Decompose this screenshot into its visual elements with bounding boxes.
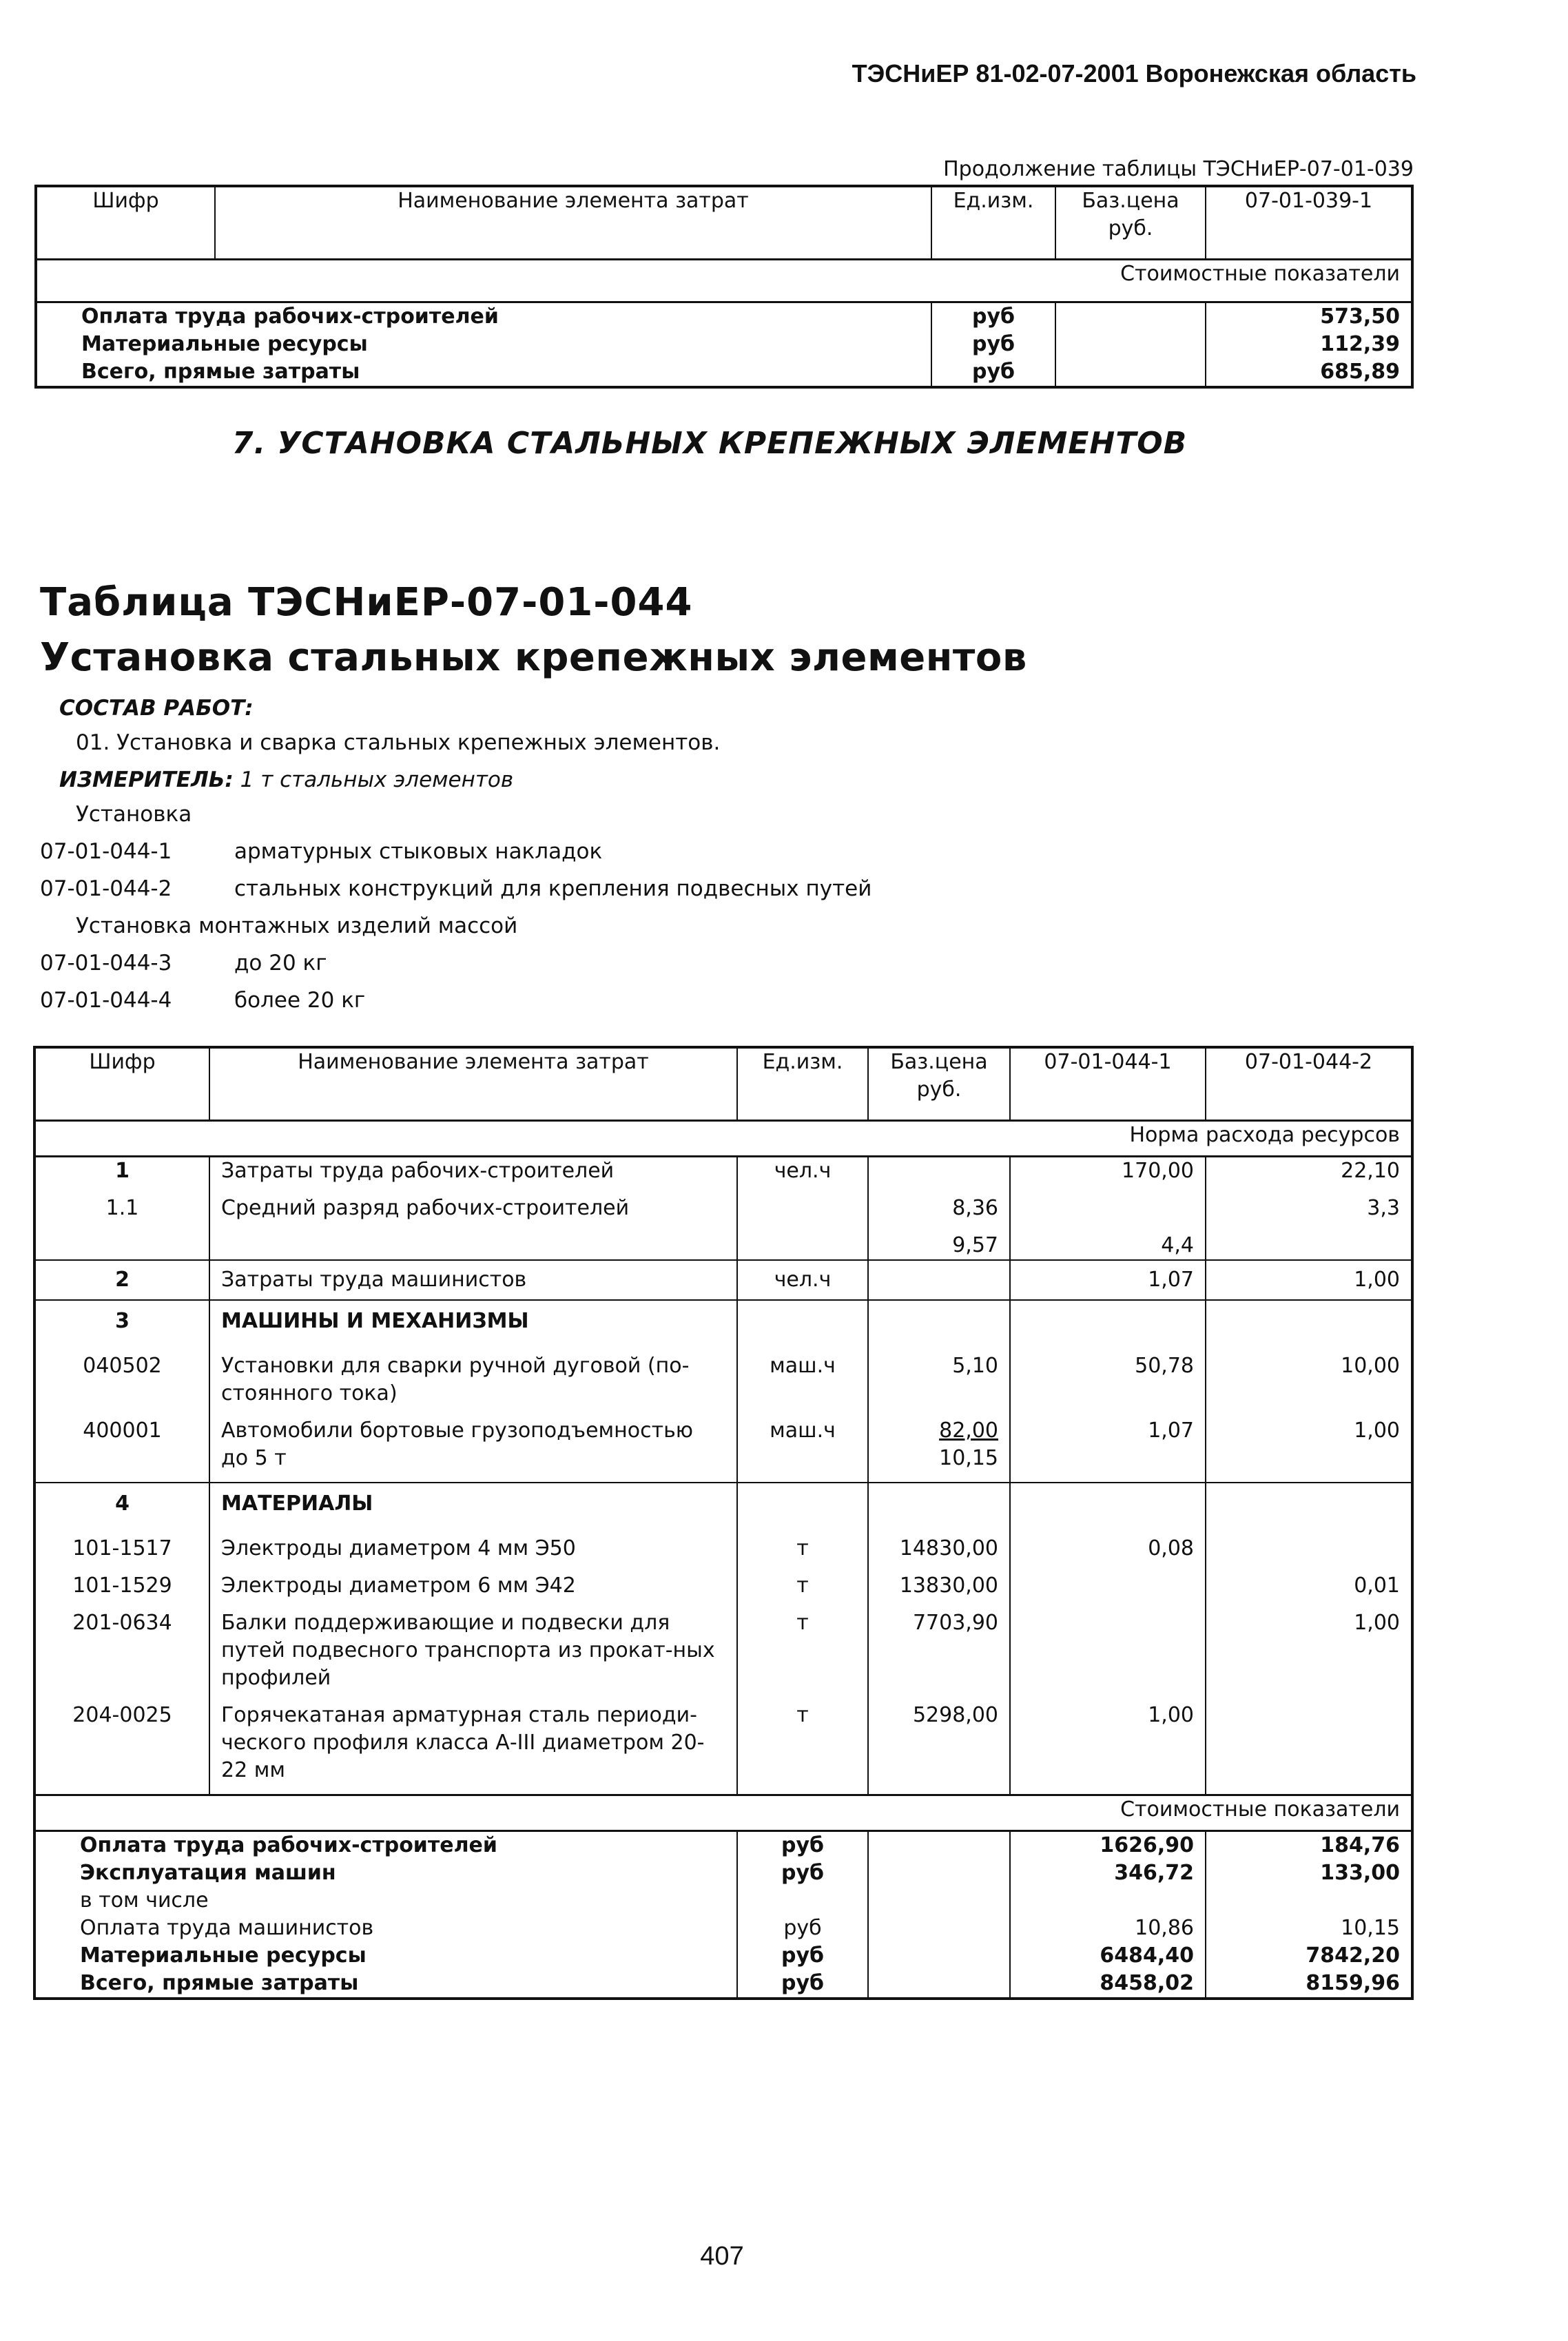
row-code: 040502 [83,1353,162,1378]
row-value-2 [1206,1702,1412,1784]
col-header-07-01-039-1: 07-01-039-1 [1206,186,1412,259]
col-header-base-price: Баз.цена руб. [1055,186,1206,259]
row-value-2: 22,10 [1206,1156,1412,1185]
cost-unit: руб [737,1830,868,1859]
work-composition-label: СОСТАВ РАБОТ: [59,696,254,721]
code-id: 07-01-044-2 [40,876,172,901]
cost-row [34,1859,1412,1887]
row-name: Затраты труда рабочих-строителей [209,1156,737,1185]
row-value-2: 0,01 [1206,1572,1412,1600]
row-value-2 [1206,1232,1412,1260]
col-header-code: Шифр [34,1047,209,1120]
cost-row [34,1887,1412,1915]
row-name: Балки поддерживающие и подвески для путей подвесного транспорта из прокат-ных профилей [209,1609,737,1692]
row-value-2: 3,3 [1206,1195,1412,1222]
row-unit: чел.ч [737,1156,868,1185]
page-number: 407 [700,2242,744,2271]
row-price [868,1156,1010,1185]
meter-label: ИЗМЕРИТЕЛЬ: [59,767,234,792]
row-unit: т [737,1572,868,1600]
table-row [34,1195,1412,1222]
code-description: более 20 кг [234,988,366,1013]
row-unit: руб [931,331,1055,358]
cost-row [34,1942,1412,1970]
row-unit [737,1195,868,1222]
row-unit: маш.ч [737,1352,868,1407]
row-name: Автомобили бортовые грузоподъемностью до 5 т [209,1417,737,1472]
row-price: 8,36 [868,1195,1010,1222]
table-row [36,331,1412,358]
row-value-2: 1,00 [1206,1260,1412,1300]
row-unit: т [737,1702,868,1784]
row-code: 201-0634 [72,1610,172,1635]
table-title: Таблица ТЭСНиЕР-07-01-044 [40,580,693,625]
row-name: Материальные ресурсы [81,331,368,356]
cost-name: Всего, прямые затраты [80,1970,359,1995]
table-row [34,1232,1412,1260]
section-heading: 7. УСТАНОВКА СТАЛЬНЫХ КРЕПЕЖНЫХ ЭЛЕМЕНТОВ [231,426,1188,461]
row-value: 685,89 [1206,358,1412,387]
row-value-1: 50,78 [1010,1352,1206,1407]
col-header-code: Шифр [36,186,215,259]
col-header-name: Наименование элемента затрат [215,186,931,259]
col-header-unit: Ед.изм. [931,186,1055,259]
row-unit: руб [931,302,1055,331]
row-value: 573,50 [1206,302,1412,331]
row-value-1 [1010,1195,1206,1222]
cost-name: в том числе [80,1888,209,1912]
norms-table [33,1046,1414,2000]
row-price: 7703,90 [868,1609,1010,1692]
cost-value-1: 6484,40 [1010,1942,1206,1970]
code-description: арматурных стыковых накладок [234,839,603,864]
row-unit: руб [931,358,1055,387]
section-row [34,1300,1412,1343]
section-title: МАТЕРИАЛЫ [209,1483,737,1525]
row-price: 5298,00 [868,1702,1010,1784]
table-row [34,1156,1412,1185]
row-name: Затраты труда машинистов [209,1260,737,1300]
row-value-2: 1,00 [1206,1609,1412,1692]
row-value-1 [1010,1572,1206,1600]
col-header-unit: Ед.изм. [737,1047,868,1120]
cost-value-1: 8458,02 [1010,1970,1206,1999]
section-title: МАШИНЫ И МЕХАНИЗМЫ [209,1300,737,1343]
row-name: Электроды диаметром 6 мм Э42 [209,1572,737,1600]
price-secondary: 10,15 [939,1445,998,1470]
row-price [868,1417,1010,1472]
table-row [34,1352,1412,1407]
code-id: 07-01-044-4 [40,988,172,1013]
row-code: 400001 [83,1418,162,1443]
work-composition-item: 01. Установка и сварка стальных крепежных элементов. [76,730,721,755]
row-price: 13830,00 [868,1572,1010,1600]
cost-name: Оплата труда машинистов [80,1915,374,1940]
table-row [36,302,1412,331]
cost-unit: руб [737,1942,868,1970]
cost-value-2: 133,00 [1206,1859,1412,1887]
table-row [34,1702,1412,1784]
cost-row [34,1915,1412,1942]
col-header-name: Наименование элемента затрат [209,1047,737,1120]
table-row [34,1609,1412,1692]
col-header-07-01-044-2: 07-01-044-2 [1206,1047,1412,1120]
table-row [36,358,1412,387]
cost-name: Оплата труда рабочих-строителей [80,1833,497,1857]
cost-row [34,1830,1412,1859]
cost-unit [737,1887,868,1915]
codes-intro: Установка [76,802,192,827]
continuation-table [34,185,1414,389]
cost-value-2: 7842,20 [1206,1942,1412,1970]
row-name: Установки для сварки ручной дуговой (по-стоянного тока) [209,1352,737,1407]
row-code: 2 [34,1260,209,1300]
row-code: 204-0025 [72,1702,172,1727]
row-code: 1.1 [105,1195,139,1220]
cost-unit: руб [737,1915,868,1942]
code-id: 07-01-044-3 [40,951,172,976]
cost-unit: руб [737,1970,868,1999]
row-name: Электроды диаметром 4 мм Э50 [209,1535,737,1563]
table-row [34,1417,1412,1472]
cost-name: Эксплуатация машин [80,1860,336,1885]
col-header-07-01-044-1: 07-01-044-1 [1010,1047,1206,1120]
row-price: 9,57 [868,1232,1010,1260]
row-value-2: 10,00 [1206,1352,1412,1407]
cost-unit: руб [737,1859,868,1887]
row-value-1: 170,00 [1010,1156,1206,1185]
row-value-1: 1,07 [1010,1417,1206,1472]
table-row [34,1572,1412,1600]
meter-value: 1 т стальных элементов [240,767,514,792]
row-name: Оплата труда рабочих-строителей [81,304,499,329]
row-price [868,1260,1010,1300]
section-row [34,1483,1412,1525]
row-name: Средний разряд рабочих-строителей [209,1195,737,1222]
row-code: 101-1517 [72,1536,172,1560]
code-description: до 20 кг [234,951,327,976]
cost-value-1: 10,86 [1010,1915,1206,1942]
codes-group-label: Установка монтажных изделий массой [76,914,518,938]
row-value-1: 4,4 [1010,1232,1206,1260]
row-value-2 [1206,1535,1412,1563]
price-underlined: 82,00 [939,1418,998,1443]
row-unit: т [737,1535,868,1563]
row-name: Всего, прямые затраты [81,359,360,384]
row-name: Горячекатаная арматурная сталь периоди-ческого профиля класса А-III диаметром 20-22 мм [209,1702,737,1784]
row-code: 101-1529 [72,1573,172,1598]
cost-value-2: 8159,96 [1206,1970,1412,1999]
cost-value-1: 1626,90 [1010,1830,1206,1859]
norm-band-label: Норма расхода ресурсов [34,1120,1412,1156]
code-description: стальных конструкций для крепления подвесных путей [234,876,872,901]
row-value: 112,39 [1206,331,1412,358]
col-header-base-price: Баз.цена руб. [868,1047,1010,1120]
table-row [34,1260,1412,1300]
row-value-1: 1,00 [1010,1702,1206,1784]
row-value-1: 1,07 [1010,1260,1206,1300]
row-unit: маш.ч [737,1417,868,1472]
cost-name: Материальные ресурсы [80,1943,367,1968]
cost-band-label: Стоимостные показатели [36,259,1412,302]
code-id: 07-01-044-1 [40,839,172,864]
cost-value-2: 10,15 [1206,1915,1412,1942]
row-value-1: 0,08 [1010,1535,1206,1563]
meter-line [59,767,513,792]
cost-band-label: Стоимостные показатели [34,1795,1412,1830]
cost-value-2 [1206,1887,1412,1915]
row-code: 4 [34,1483,209,1525]
cost-row [34,1970,1412,1999]
row-code: 3 [34,1300,209,1343]
row-code: 1 [115,1158,130,1183]
row-price: 14830,00 [868,1535,1010,1563]
row-unit: чел.ч [737,1260,868,1300]
cost-value-1: 346,72 [1010,1859,1206,1887]
row-value-2: 1,00 [1206,1417,1412,1472]
table-row [34,1535,1412,1563]
continuation-caption: Продолжение таблицы ТЭСНиЕР-07-01-039 [943,157,1414,181]
row-unit: т [737,1609,868,1692]
row-price: 5,10 [868,1352,1010,1407]
row-value-1 [1010,1609,1206,1692]
cost-value-1 [1010,1887,1206,1915]
cost-value-2: 184,76 [1206,1830,1412,1859]
table-subtitle: Установка стальных крепежных элементов [40,635,1027,680]
document-header: ТЭСНиЕР 81-02-07-2001 Воронежская область [852,59,1416,87]
